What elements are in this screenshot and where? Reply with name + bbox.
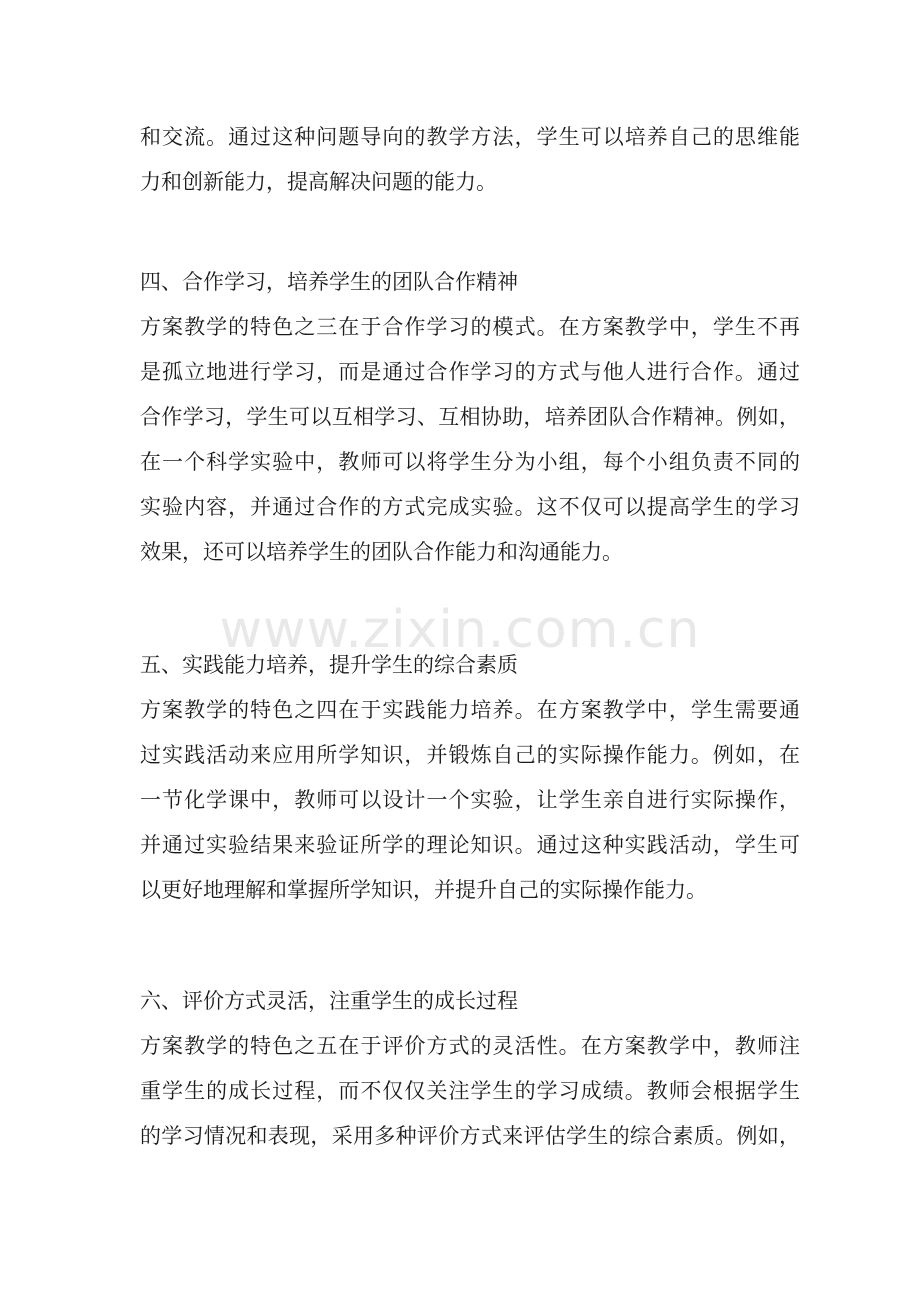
- paragraph-line: 方案教学的特色之四在于实践能力培养。在方案教学中，学生需要通: [140, 698, 800, 722]
- paragraph-line: 力和创新能力，提高解决问题的能力。: [140, 170, 497, 194]
- intro-paragraph: [140, 115, 800, 205]
- section-heading: 六、评价方式灵活，注重学生的成长过程: [140, 989, 518, 1013]
- paragraph-line: 过实践活动来应用所学知识，并锻炼自己的实际操作能力。例如，在: [140, 743, 800, 767]
- paragraph-line: 实验内容，并通过合作的方式完成实验。这不仅可以提高学生的学习: [140, 495, 800, 519]
- paragraph-line: 一节化学课中，教师可以设计一个实验，让学生亲自进行实际操作，: [140, 788, 800, 812]
- section-six: [140, 979, 800, 1159]
- paragraph-line: 重学生的成长过程，而不仅仅关注学生的学习成绩。教师会根据学生: [140, 1079, 800, 1103]
- section-four: [140, 260, 800, 575]
- paragraph-line: 和交流。通过这种问题导向的教学方法，学生可以培养自己的思维能: [140, 125, 800, 149]
- paragraph-line: 合作学习，学生可以互相学习、互相协助，培养团队合作精神。例如，: [140, 405, 800, 429]
- paragraph-line: 是孤立地进行学习，而是通过合作学习的方式与他人进行合作。通过: [140, 360, 800, 384]
- paragraph-line: 的学习情况和表现，采用多种评价方式来评估学生的综合素质。例如，: [140, 1124, 800, 1148]
- section-heading: 四、合作学习，培养学生的团队合作精神: [140, 270, 518, 294]
- paragraph-line: 以更好地理解和掌握所学知识，并提升自己的实际操作能力。: [140, 878, 707, 902]
- paragraph-line: 方案教学的特色之三在于合作学习的模式。在方案教学中，学生不再: [140, 315, 800, 339]
- section-five: [140, 643, 800, 913]
- paragraph-line: 方案教学的特色之五在于评价方式的灵活性。在方案教学中，教师注: [140, 1034, 800, 1058]
- paragraph-line: 并通过实验结果来验证所学的理论知识。通过这种实践活动，学生可: [140, 833, 800, 857]
- section-heading: 五、实践能力培养，提升学生的综合素质: [140, 653, 518, 677]
- paragraph-line: 在一个科学实验中，教师可以将学生分为小组，每个小组负责不同的: [140, 450, 800, 474]
- watermark: www.zixin.com.cn: [219, 600, 701, 660]
- paragraph-line: 效果，还可以培养学生的团队合作能力和沟通能力。: [140, 540, 623, 564]
